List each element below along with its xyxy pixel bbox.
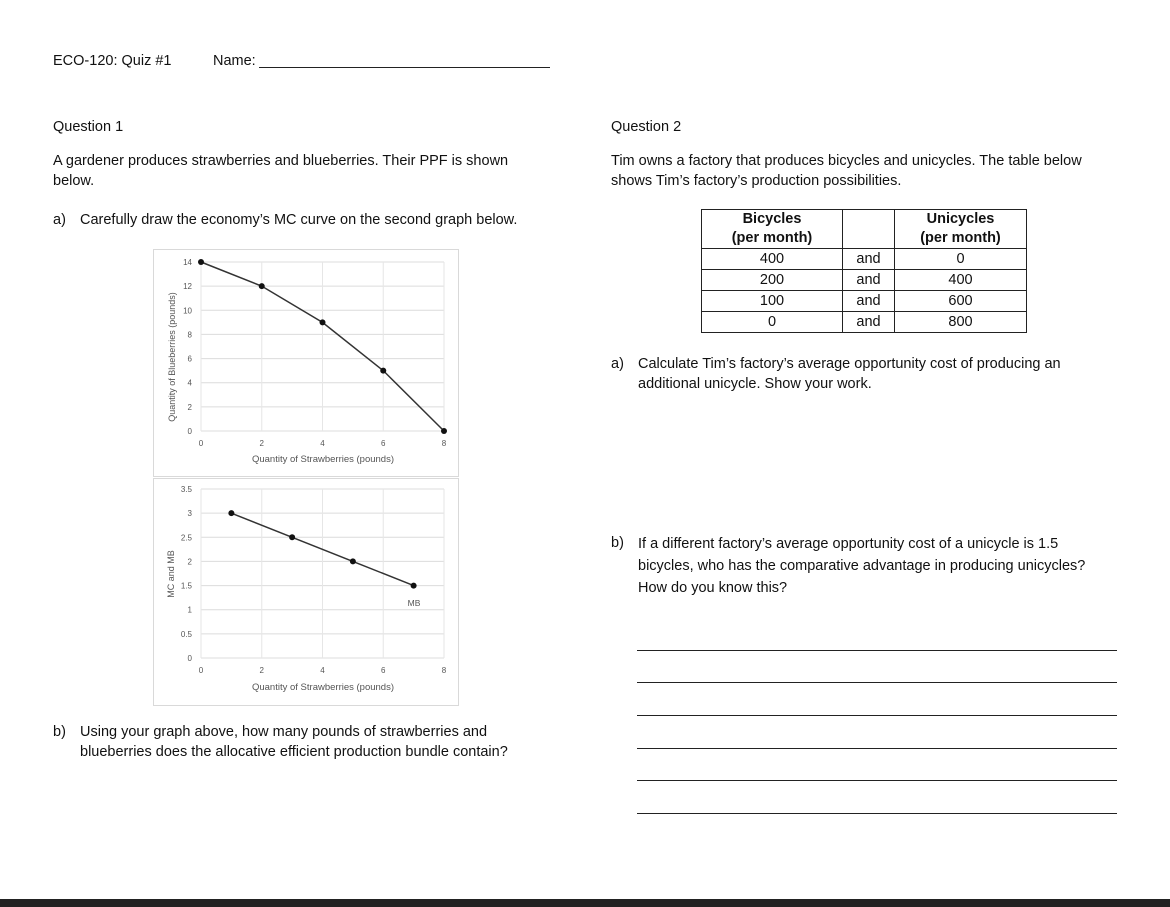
ppf-y-axis-label: Quantity of Blueberries (pounds) — [167, 292, 177, 422]
data-point — [228, 510, 234, 516]
answer-line[interactable] — [637, 682, 1117, 683]
q2-part-b-letter: b) — [611, 535, 624, 551]
conj-cell: and — [843, 249, 895, 270]
question-1-title: Question 1 — [53, 119, 124, 135]
unicycles-header: Unicycles (per month) — [895, 210, 1027, 249]
q1-part-b-text: Using your graph above, how many pounds of strawberries and blueberries does the allocative efficient production bundle contain? — [80, 724, 508, 760]
y-tick-label: 3.5 — [180, 485, 192, 494]
ppf-x-axis-label: Quantity of Strawberries (pounds) — [251, 454, 395, 465]
unicycles-cell: 0 — [895, 249, 1027, 270]
data-point — [380, 368, 386, 374]
data-point — [289, 534, 295, 540]
y-tick-label: 1.5 — [180, 581, 192, 591]
mc-mb-chart — [153, 478, 459, 706]
q1-part-a-letter: a) — [53, 212, 66, 228]
data-point — [411, 583, 417, 589]
y-tick-label: 2.5 — [180, 533, 192, 543]
x-tick-label: 8 — [441, 439, 447, 448]
question-1-intro: A gardener produces strawberries and blueberries. Their PPF is shown below. — [53, 153, 509, 189]
conj-header — [843, 210, 895, 249]
q1-part-b-letter: b) — [53, 724, 66, 740]
table-row — [702, 249, 1027, 270]
unicycles-cell: 400 — [895, 270, 1027, 291]
x-tick-label: 0 — [198, 666, 204, 675]
answer-line[interactable] — [637, 813, 1117, 814]
x-tick-label: 2 — [259, 439, 264, 448]
y-tick-label: 10 — [183, 306, 192, 316]
data-point — [198, 259, 204, 265]
y-tick-label: 2 — [187, 557, 192, 567]
name-label: Name: — [213, 53, 256, 69]
ppf-chart — [153, 249, 459, 477]
q2-part-a-letter: a) — [611, 356, 624, 372]
y-tick-label: 1 — [187, 605, 192, 615]
conj-cell: and — [843, 270, 895, 291]
data-point — [320, 319, 326, 325]
course-title: ECO-120: Quiz #1 — [53, 53, 172, 69]
bicycles-cell: 0 — [702, 312, 843, 333]
bicycles-header: Bicycles (per month) — [702, 210, 843, 249]
x-tick-label: 8 — [441, 666, 447, 675]
data-point — [259, 283, 265, 289]
table-row — [702, 270, 1027, 291]
bottom-edge — [0, 899, 1170, 907]
bicycles-cell: 100 — [702, 291, 843, 312]
x-tick-label: 6 — [381, 666, 386, 675]
conj-cell: and — [843, 312, 895, 333]
mb-curve-label: MB — [407, 598, 421, 608]
x-tick-label: 2 — [259, 666, 264, 675]
answer-line[interactable] — [637, 780, 1117, 781]
table-row — [702, 291, 1027, 312]
answer-line[interactable] — [637, 715, 1117, 716]
q2-part-b-text: If a different factory’s average opportunity cost of a unicycle is 1.5 bicycles, who has the comparative advantage in producing unicycles? How do you know this? — [638, 536, 1086, 596]
q1-part-a-text: Carefully draw the economy’s MC curve on the second graph below. — [80, 212, 518, 228]
x-tick-label: 6 — [381, 439, 386, 448]
bicycles-cell: 200 — [702, 270, 843, 291]
y-tick-label: 3 — [187, 509, 192, 519]
question-2-intro: Tim owns a factory that produces bicycles and unicycles. The table below shows Tim’s factory’s production possibilities. — [611, 153, 1082, 189]
unicycles-cell: 600 — [895, 291, 1027, 312]
mc-mb-y-axis-label: MC and MB — [166, 550, 176, 598]
y-tick-label: 2 — [187, 402, 192, 412]
y-tick-label: 8 — [187, 330, 192, 340]
y-tick-label: 12 — [183, 282, 192, 292]
x-tick-label: 4 — [320, 439, 325, 448]
question-2-title: Question 2 — [611, 119, 682, 135]
mc-mb-x-axis-label: Quantity of Strawberries (pounds) — [251, 682, 395, 693]
conj-cell: and — [843, 291, 895, 312]
y-tick-label: 0 — [187, 427, 192, 436]
answer-line[interactable] — [637, 748, 1117, 749]
data-point — [350, 558, 356, 564]
x-tick-label: 0 — [198, 439, 204, 448]
y-tick-label: 4 — [187, 378, 192, 388]
answer-line[interactable] — [637, 650, 1117, 651]
y-tick-label: 0.5 — [180, 629, 192, 639]
data-point — [441, 428, 447, 434]
y-tick-label: 0 — [187, 654, 192, 663]
table-header-row — [702, 210, 1027, 249]
q2-part-a-text: Calculate Tim’s factory’s average opportunity cost of producing an additional unicycle. Show your work. — [638, 356, 1061, 392]
y-tick-label: 14 — [183, 258, 192, 267]
x-tick-label: 4 — [320, 666, 325, 675]
y-tick-label: 6 — [187, 354, 192, 364]
unicycles-cell: 800 — [895, 312, 1027, 333]
bicycles-cell: 400 — [702, 249, 843, 270]
name-blank-line[interactable] — [259, 67, 550, 68]
production-possibilities-table — [701, 209, 1027, 333]
table-row — [702, 312, 1027, 333]
